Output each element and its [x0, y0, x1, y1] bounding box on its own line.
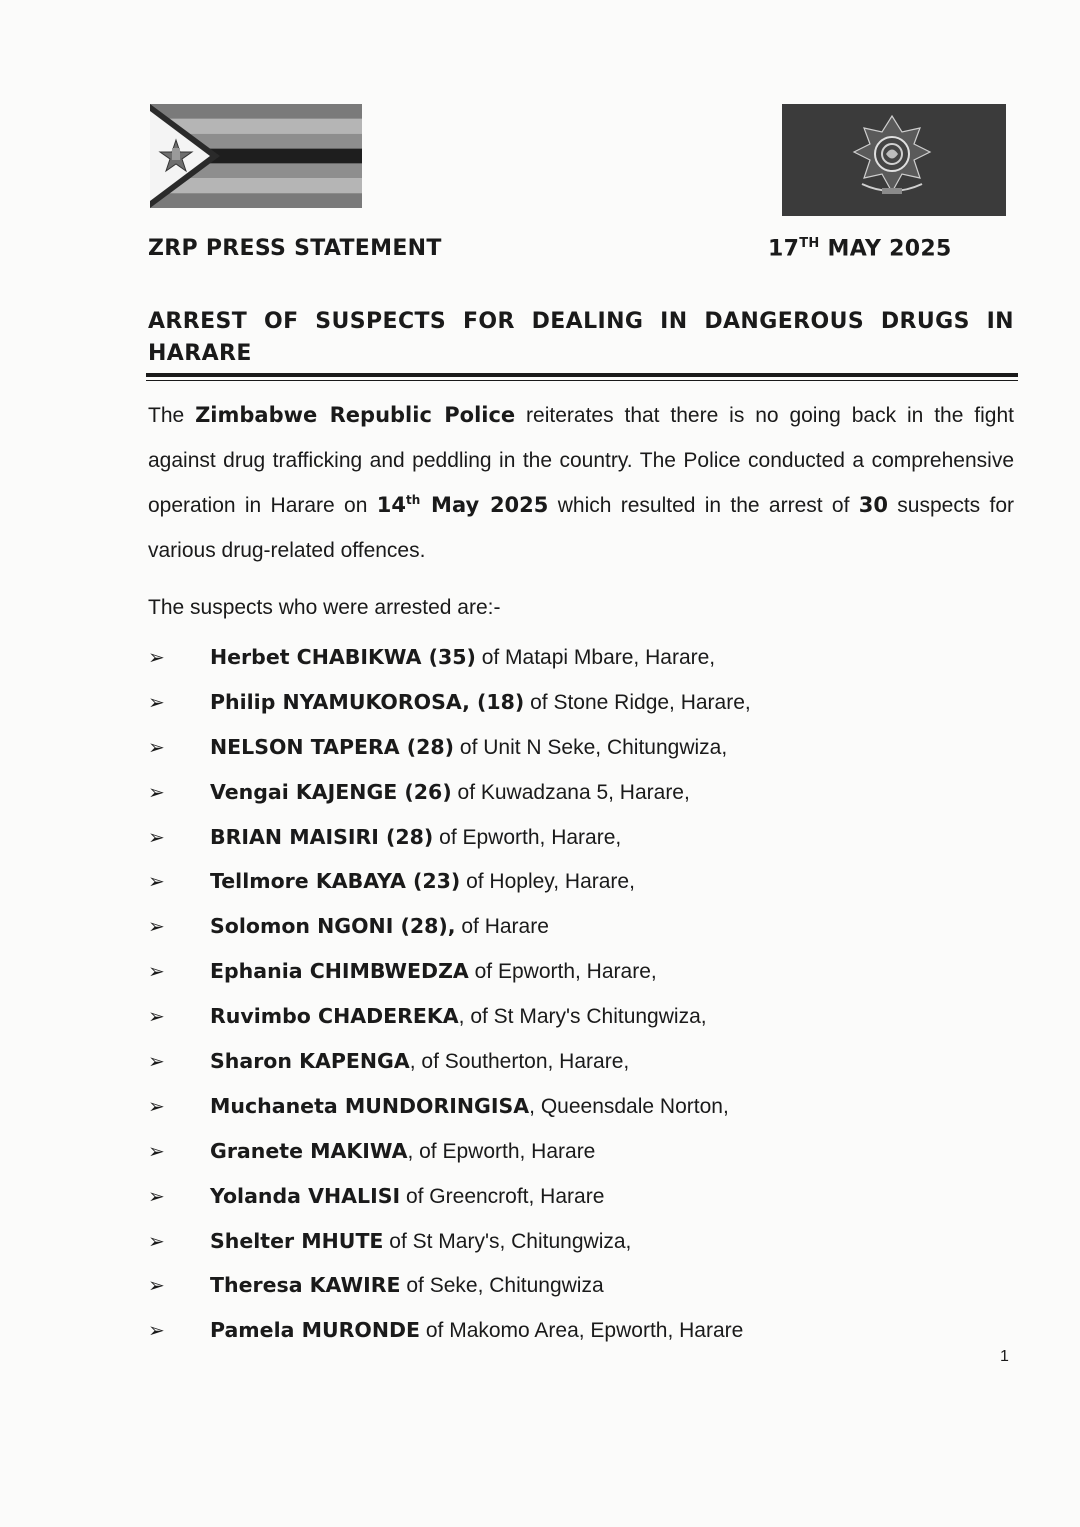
arrow-bullet-icon: ➢ [148, 1183, 165, 1208]
suspect-entry [210, 1132, 595, 1171]
suspect-location: of Stone Ridge, Harare, [524, 690, 751, 714]
suspect-name: Solomon NGONI (28), [210, 914, 456, 939]
arrow-bullet-icon: ➢ [148, 1093, 165, 1118]
suspect-location: of Epworth, Harare, [468, 960, 657, 984]
arrow-bullet-icon: ➢ [148, 689, 165, 714]
suspect-entry [210, 997, 707, 1036]
suspect-name: Muchaneta MUNDORINGISA [210, 1093, 530, 1118]
suspect-location: , Queensdale Norton, [529, 1094, 729, 1118]
suspect-location: of Matapi Mbare, Harare, [475, 646, 716, 669]
suspect-location: of St Mary's, Chitungwiza, [383, 1229, 632, 1253]
suspect-entry [210, 862, 635, 901]
statement-date: 17TH MAY 2025 [768, 236, 952, 262]
suspect-location: , of Southerton, Harare, [409, 1050, 630, 1074]
suspect-location: of Makomo Area, Epworth, Harare [420, 1319, 744, 1343]
suspect-entry [210, 683, 751, 722]
suspect-name: Philip NYAMUKOROSA, (18) [210, 689, 525, 714]
zrp-flag-image [782, 104, 1006, 216]
page-number: 1 [1000, 1348, 1009, 1365]
suspect-name: Shelter MHUTE [210, 1228, 384, 1253]
suspect-entry [210, 952, 657, 991]
suspect-name: Tellmore KABAYA (23) [210, 869, 461, 894]
arrow-bullet-icon: ➢ [148, 645, 165, 669]
arrow-bullet-icon: ➢ [148, 1004, 165, 1029]
suspect-entry [210, 1266, 604, 1305]
suspect-name: Pamela MURONDE [210, 1318, 421, 1343]
suspect-location: of Seke, Chitungwiza [400, 1274, 604, 1298]
suspect-name: Theresa KAWIRE [210, 1273, 401, 1298]
suspect-name: Herbet CHABIKWA (35) [210, 645, 476, 669]
suspect-location: , of Epworth, Harare [407, 1139, 596, 1163]
statement-paragraph: The Zimbabwe Republic Police reiterates that there is no going back in the fight against drug trafficking and peddling in the country. The Police conducted a comprehensive operation in Harare on 14th May 2025 which resulted in the arrest of 30 suspects for various drug-related offences. [148, 403, 1014, 562]
suspect-entry [210, 1311, 743, 1350]
suspects-intro: The suspects who were arrested are:- [148, 596, 501, 619]
suspect-location: , of St Mary's Chitungwiza, [458, 1005, 707, 1029]
suspect-entry [210, 1087, 729, 1126]
suspect-location: of Kuwadzana 5, Harare, [451, 780, 690, 804]
title-divider-thin [146, 380, 1018, 381]
suspect-location: of Hopley, Harare, [460, 870, 635, 894]
arrow-bullet-icon: ➢ [148, 869, 165, 894]
statement-title: ARREST OF SUSPECTS FOR DEALING IN DANGEROUS DRUGS IN HARARE [148, 309, 1014, 366]
suspect-name: Ruvimbo CHADEREKA [210, 1004, 459, 1029]
arrow-bullet-icon: ➢ [148, 734, 165, 759]
suspect-entry [210, 773, 690, 812]
suspect-location: of Epworth, Harare, [433, 825, 622, 849]
zrp-badge-icon [782, 104, 1006, 216]
zimbabwe-flag-image [150, 104, 362, 208]
arrow-bullet-icon: ➢ [148, 1138, 165, 1163]
suspect-name: Yolanda VHALISI [210, 1183, 401, 1208]
suspect-location: of Harare [455, 915, 549, 939]
suspect-name: Granete MAKIWA [210, 1138, 408, 1163]
arrow-bullet-icon: ➢ [148, 779, 165, 804]
arrow-bullet-icon: ➢ [148, 1318, 165, 1343]
suspect-name: NELSON TAPERA (28) [210, 734, 455, 759]
suspect-entry [210, 1177, 604, 1216]
suspect-entry [210, 1222, 631, 1261]
suspect-entry [210, 818, 621, 857]
title-divider-thick [146, 373, 1018, 377]
suspect-entry [210, 638, 715, 677]
suspect-name: Ephania CHIMBWEDZA [210, 959, 469, 984]
arrow-bullet-icon: ➢ [148, 824, 165, 849]
suspect-entry [210, 1042, 629, 1081]
suspect-name: Sharon KAPENGA [210, 1049, 410, 1074]
arrow-bullet-icon: ➢ [148, 1049, 165, 1074]
suspect-entry [210, 728, 727, 767]
arrow-bullet-icon: ➢ [148, 1273, 165, 1298]
suspect-location: of Greencroft, Harare [400, 1184, 605, 1208]
suspect-name: BRIAN MAISIRI (28) [210, 824, 434, 849]
press-statement-label: ZRP PRESS STATEMENT [148, 236, 442, 261]
arrow-bullet-icon: ➢ [148, 1228, 165, 1253]
suspect-entry [210, 907, 549, 946]
suspect-location: of Unit N Seke, Chitungwiza, [454, 735, 728, 759]
arrow-bullet-icon: ➢ [148, 914, 165, 939]
arrow-bullet-icon: ➢ [148, 959, 165, 984]
suspect-name: Vengai KAJENGE (26) [210, 779, 452, 804]
